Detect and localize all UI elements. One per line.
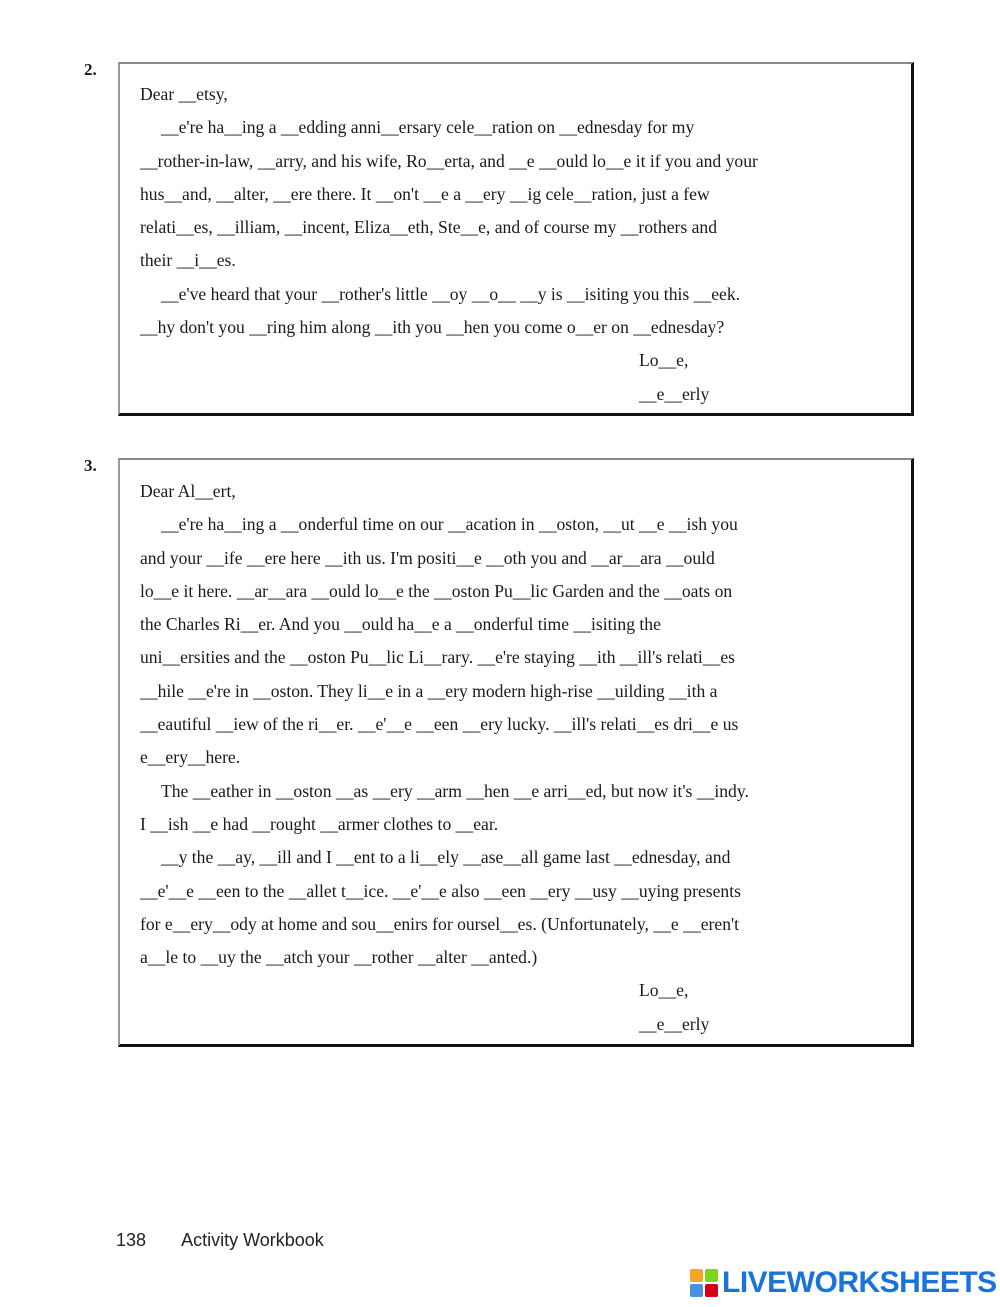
- liveworksheets-icon: [690, 1269, 718, 1297]
- letter-line: __eautiful __iew of the ri__er. __e'__e __een __ery lucky. __ill's relati__es dri__e us: [140, 714, 739, 735]
- liveworksheets-logo: [690, 1266, 997, 1300]
- letter-line: __e're ha__ing a __onderful time on our __acation in __oston, __ut __e __ish you: [161, 514, 738, 535]
- letter-signature: __e__erly: [639, 383, 710, 404]
- letter-line: lo__e it here. __ar__ara __ould lo__e the __oston Pu__lic Garden and the __oats on: [140, 580, 733, 601]
- letter-line: __e're ha__ing a __edding anni__ersary cele__ration on __ednesday for my: [161, 117, 695, 138]
- letter-line: relati__es, __illiam, __incent, Eliza__eth, Ste__e, and of course my __rothers and: [140, 217, 718, 238]
- letter-box-2: [118, 62, 914, 416]
- letter-closing: Lo__e,: [639, 980, 689, 1001]
- exercise-number-2: 2.: [84, 60, 97, 79]
- brand-text: LIVEWORKSHEETS: [722, 1266, 997, 1299]
- letter-line: a__le to __uy the __atch your __rother __alter __anted.): [140, 947, 538, 968]
- letter-line: __y the __ay, __ill and I __ent to a li__ely __ase__all game last __ednesday, and: [161, 847, 731, 868]
- letter-box-3: [118, 458, 914, 1047]
- letter-line: their __i__es.: [140, 250, 236, 271]
- letter-line: __hy don't you __ring him along __ith you __hen you come o__er on __ednesday?: [140, 317, 725, 338]
- letter-line: __hile __e're in __oston. They li__e in a __ery modern high-rise __uilding __ith a: [140, 680, 718, 701]
- letter-line: e__ery__here.: [140, 747, 241, 768]
- letter-line: __e'__e __een to the __allet t__ice. __e'__e also __een __ery __usy __uying presents: [140, 880, 741, 901]
- letter-line: uni__ersities and the __oston Pu__lic Li__rary. __e're staying __ith __ill's relati__es: [140, 647, 735, 668]
- letter-line: The __eather in __oston __as __ery __arm __hen __e arri__ed, but now it's __indy.: [161, 780, 749, 801]
- letter-line: I __ish __e had __rought __armer clothes to __ear.: [140, 813, 499, 834]
- letter-line: hus__and, __alter, __ere there. It __on't __e a __ery __ig cele__ration, just a few: [140, 183, 710, 204]
- letter-signature: __e__erly: [639, 1013, 710, 1034]
- letter-greeting: Dear Al__ert,: [140, 481, 236, 501]
- letter-line: and your __ife __ere here __ith us. I'm positi__e __oth you and __ar__ara __ould: [140, 547, 715, 568]
- letter-line: __rother-in-law, __arry, and his wife, Ro__erta, and __e __ould lo__e it if you and your: [140, 150, 758, 171]
- letter-line: __e've heard that your __rother's little __oy __o__ __y is __isiting you this __eek.: [161, 283, 741, 304]
- page-number: 138: [116, 1230, 147, 1250]
- letter-line: the Charles Ri__er. And you __ould ha__e a __onderful time __isiting the: [140, 614, 661, 635]
- letter-closing: Lo__e,: [639, 350, 689, 371]
- exercise-number-3: 3.: [84, 456, 97, 475]
- book-title: Activity Workbook: [181, 1230, 324, 1250]
- page-footer: [116, 1230, 324, 1251]
- letter-greeting: Dear __etsy,: [140, 84, 228, 104]
- letter-line: for e__ery__ody at home and sou__enirs for oursel__es. (Unfortunately, __e __eren't: [140, 913, 740, 934]
